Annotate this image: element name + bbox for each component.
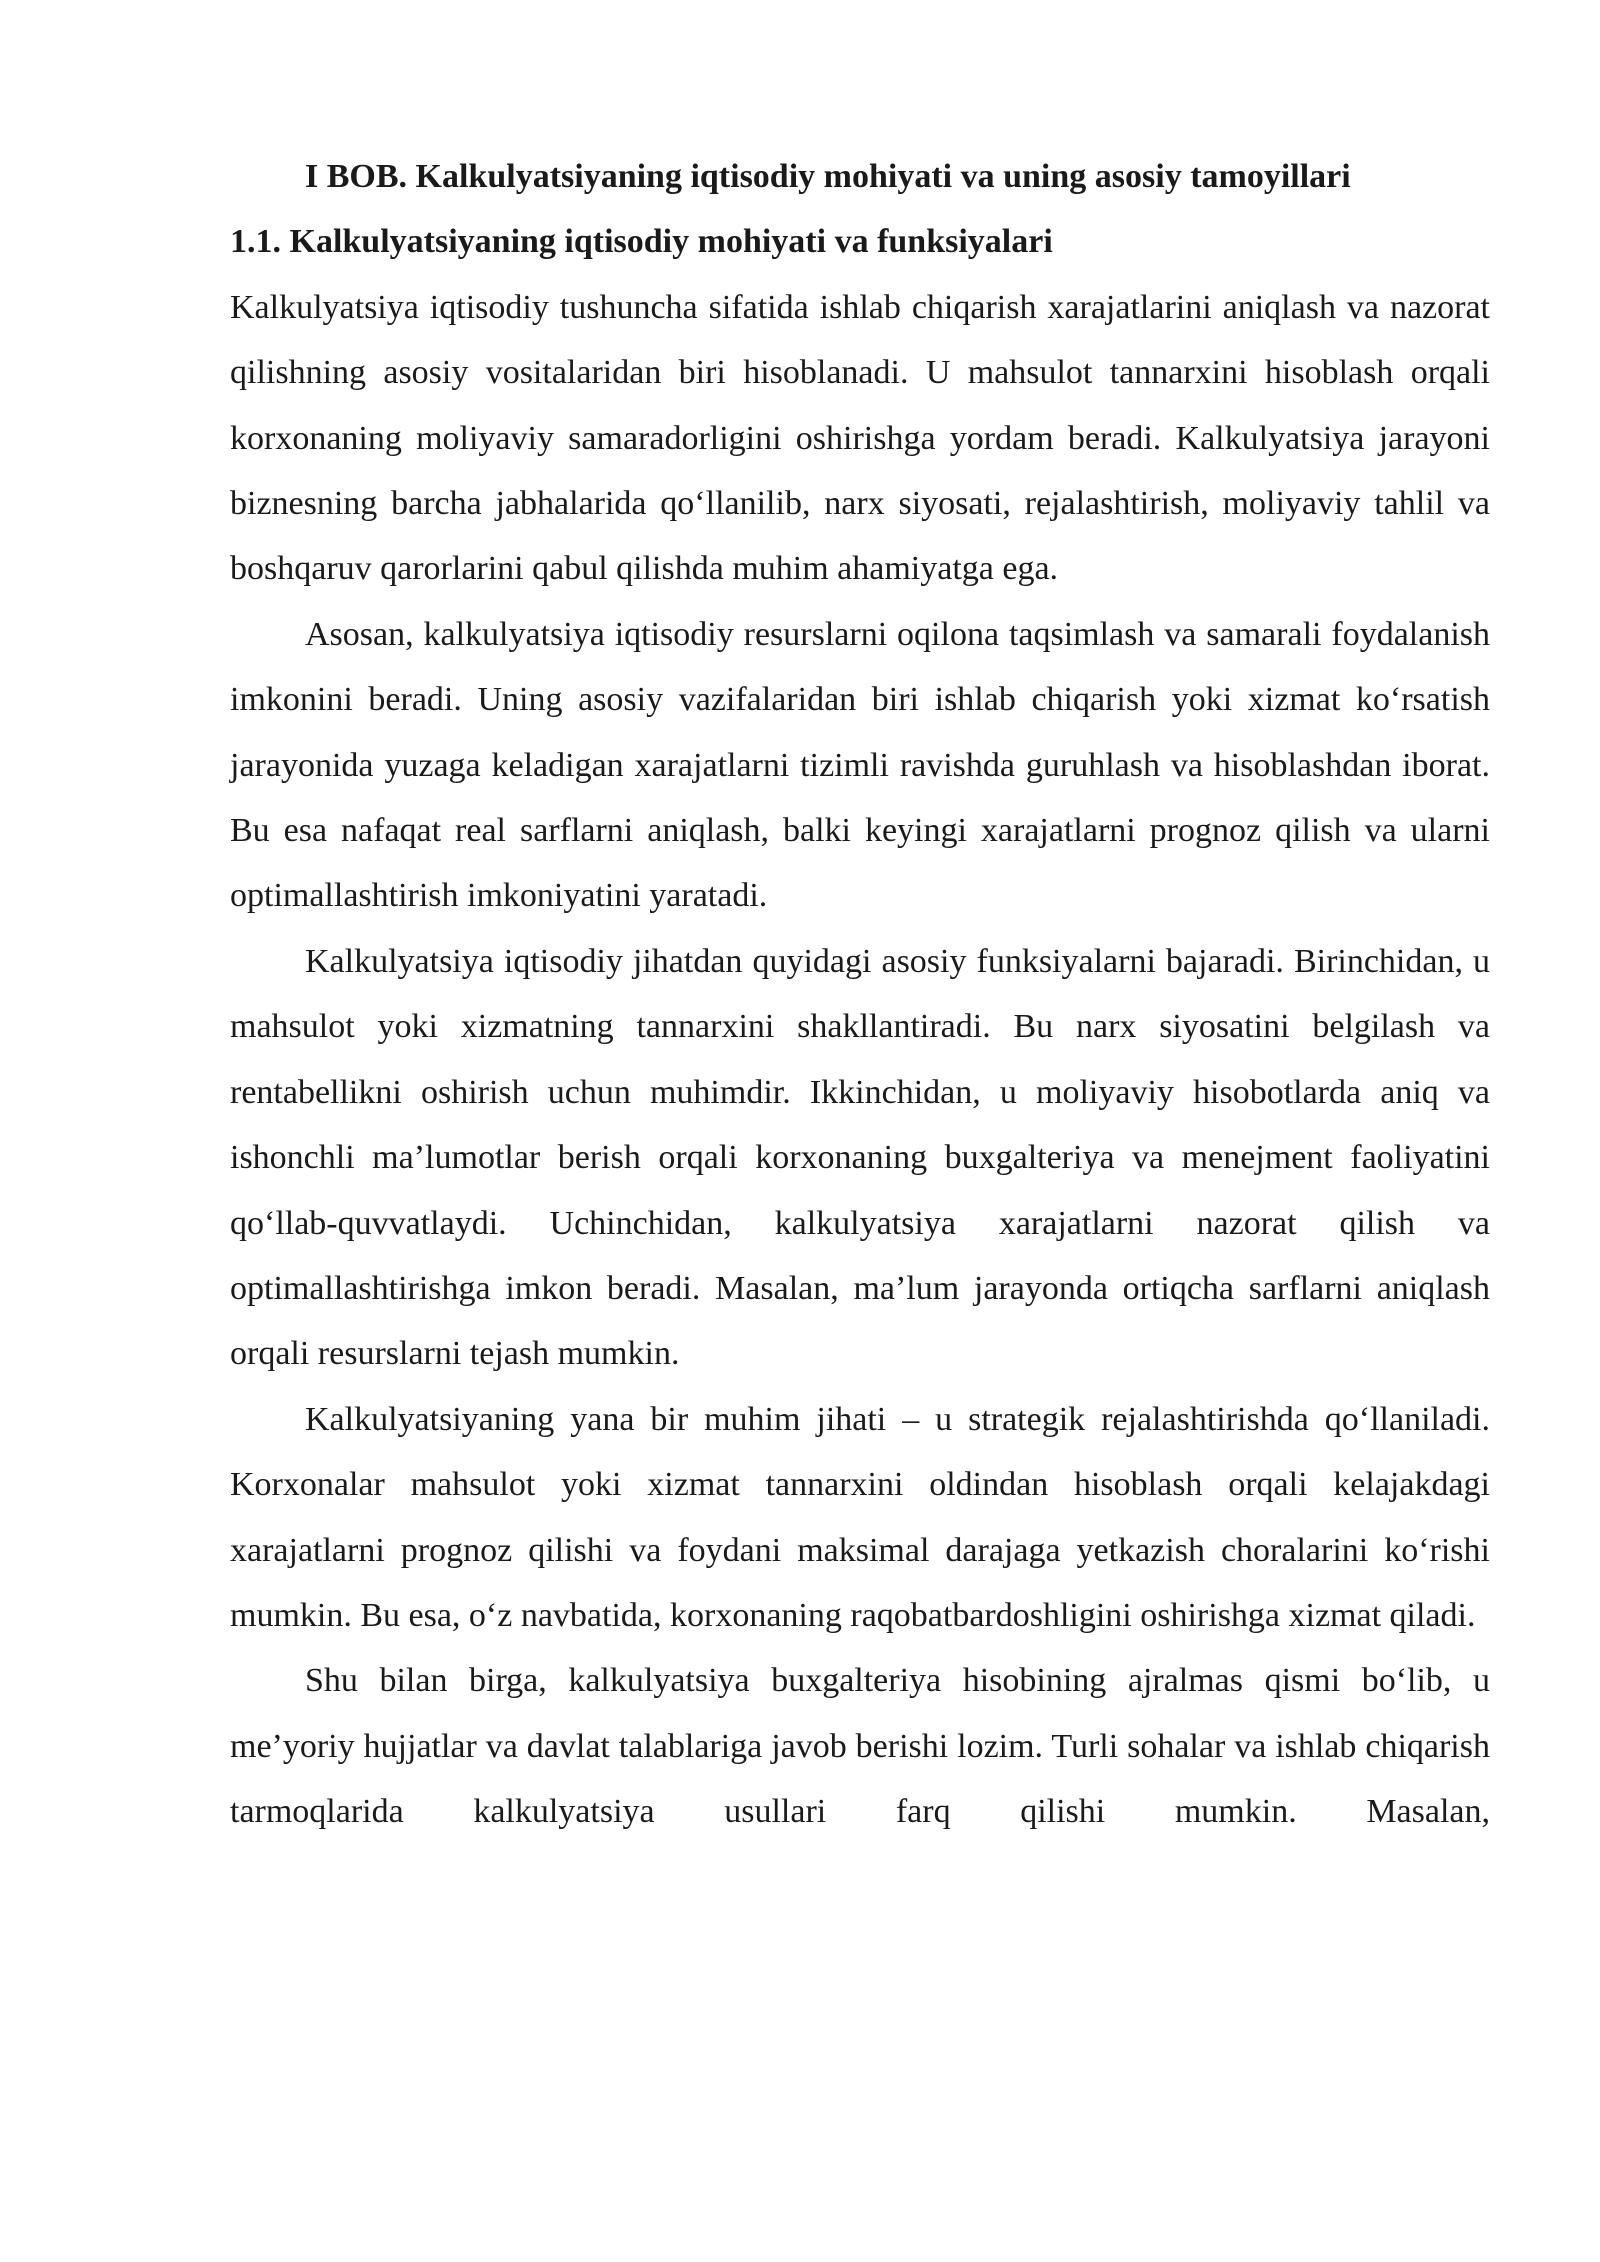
paragraph-4: Kalkulyatsiyaning yana bir muhim jihati – u strategik rejalashtirishda qo‘llaniladi. Korxonalar mahsulot yoki xizmat tannarxini oldindan hisoblash orqali kelajakdagi xarajatlarni prognoz qilishi va foydani maksimal darajaga yetkazish choralarini ko‘rishi mumkin. Bu esa, o‘z navbatida, korxonaning raqobatbardoshligini oshirishga xizmat qiladi. [230,1400,1490,1634]
paragraph-1: Kalkulyatsiya iqtisodiy tushuncha sifatida ishlab chiqarish xarajatlarini aniqlash va nazorat qilishning asosiy vositalaridan biri hisoblanadi. U mahsulot tannarxini hisoblash orqali korxonaning moliyaviy samaradorligini oshirishga yordam beradi. Kalkulyatsiya jarayoni biznesning barcha jabhalarida qo‘llanilib, narx siyosati, rejalashtirish, moliyaviy tahlil va boshqaruv qarorlarini qabul qilishda muhim ahamiyatga ega. [230,288,1490,588]
paragraph-3: Kalkulyatsiya iqtisodiy jihatdan quyidagi asosiy funksiyalarni bajaradi. Birinchidan, u mahsulot yoki xizmatning tannarxini shakllantiradi. Bu narx siyosatini belgilash va rentabellikni oshirish uchun muhimdir. Ikkinchidan, u moliyaviy hisobotlarda aniq va ishonchli ma’lumotlar berish orqali korxonaning buxgalteriya va menejment faoliyatini qo‘llab-quvvatlaydi. Uchinchidan, kalkulyatsiya xarajatlarni nazorat qilish va optimallashtirishga imkon beradi. Masalan, ma’lum jarayonda ortiqcha sarflarni aniqlash orqali resurslarni tejash mumkin. [230,942,1490,1373]
paragraph-2: Asosan, kalkulyatsiya iqtisodiy resurslarni oqilona taqsimlash va samarali foydalanish imkonini beradi. Uning asosiy vazifalaridan biri ishlab chiqarish yoki xizmat ko‘rsatish jarayonida yuzaga keladigan xarajatlarni tizimli ravishda guruhlash va hisoblashdan iborat. Bu esa nafaqat real sarflarni aniqlash, balki keyingi xarajatlarni prognoz qilish va ularni optimallashtirish imkoniyatini yaratadi. [230,615,1490,915]
chapter-title: I BOB. Kalkulyatsiyaning iqtisodiy mohiyati va uning asosiy tamoyillari [305,158,1351,195]
section-title: 1.1. Kalkulyatsiyaning iqtisodiy mohiyati va funksiyalari [230,223,1053,261]
document-body [230,144,1490,1845]
paragraph-5: Shu bilan birga, kalkulyatsiya buxgalteriya hisobining ajralmas qismi bo‘lib, u me’yoriy hujjatlar va davlat talablariga javob berishi lozim. Turli sohalar va ishlab chiqarish tarmoqlarida kalkulyatsiya usullari farq qilishi mumkin. Masalan, [230,1662,1490,1831]
